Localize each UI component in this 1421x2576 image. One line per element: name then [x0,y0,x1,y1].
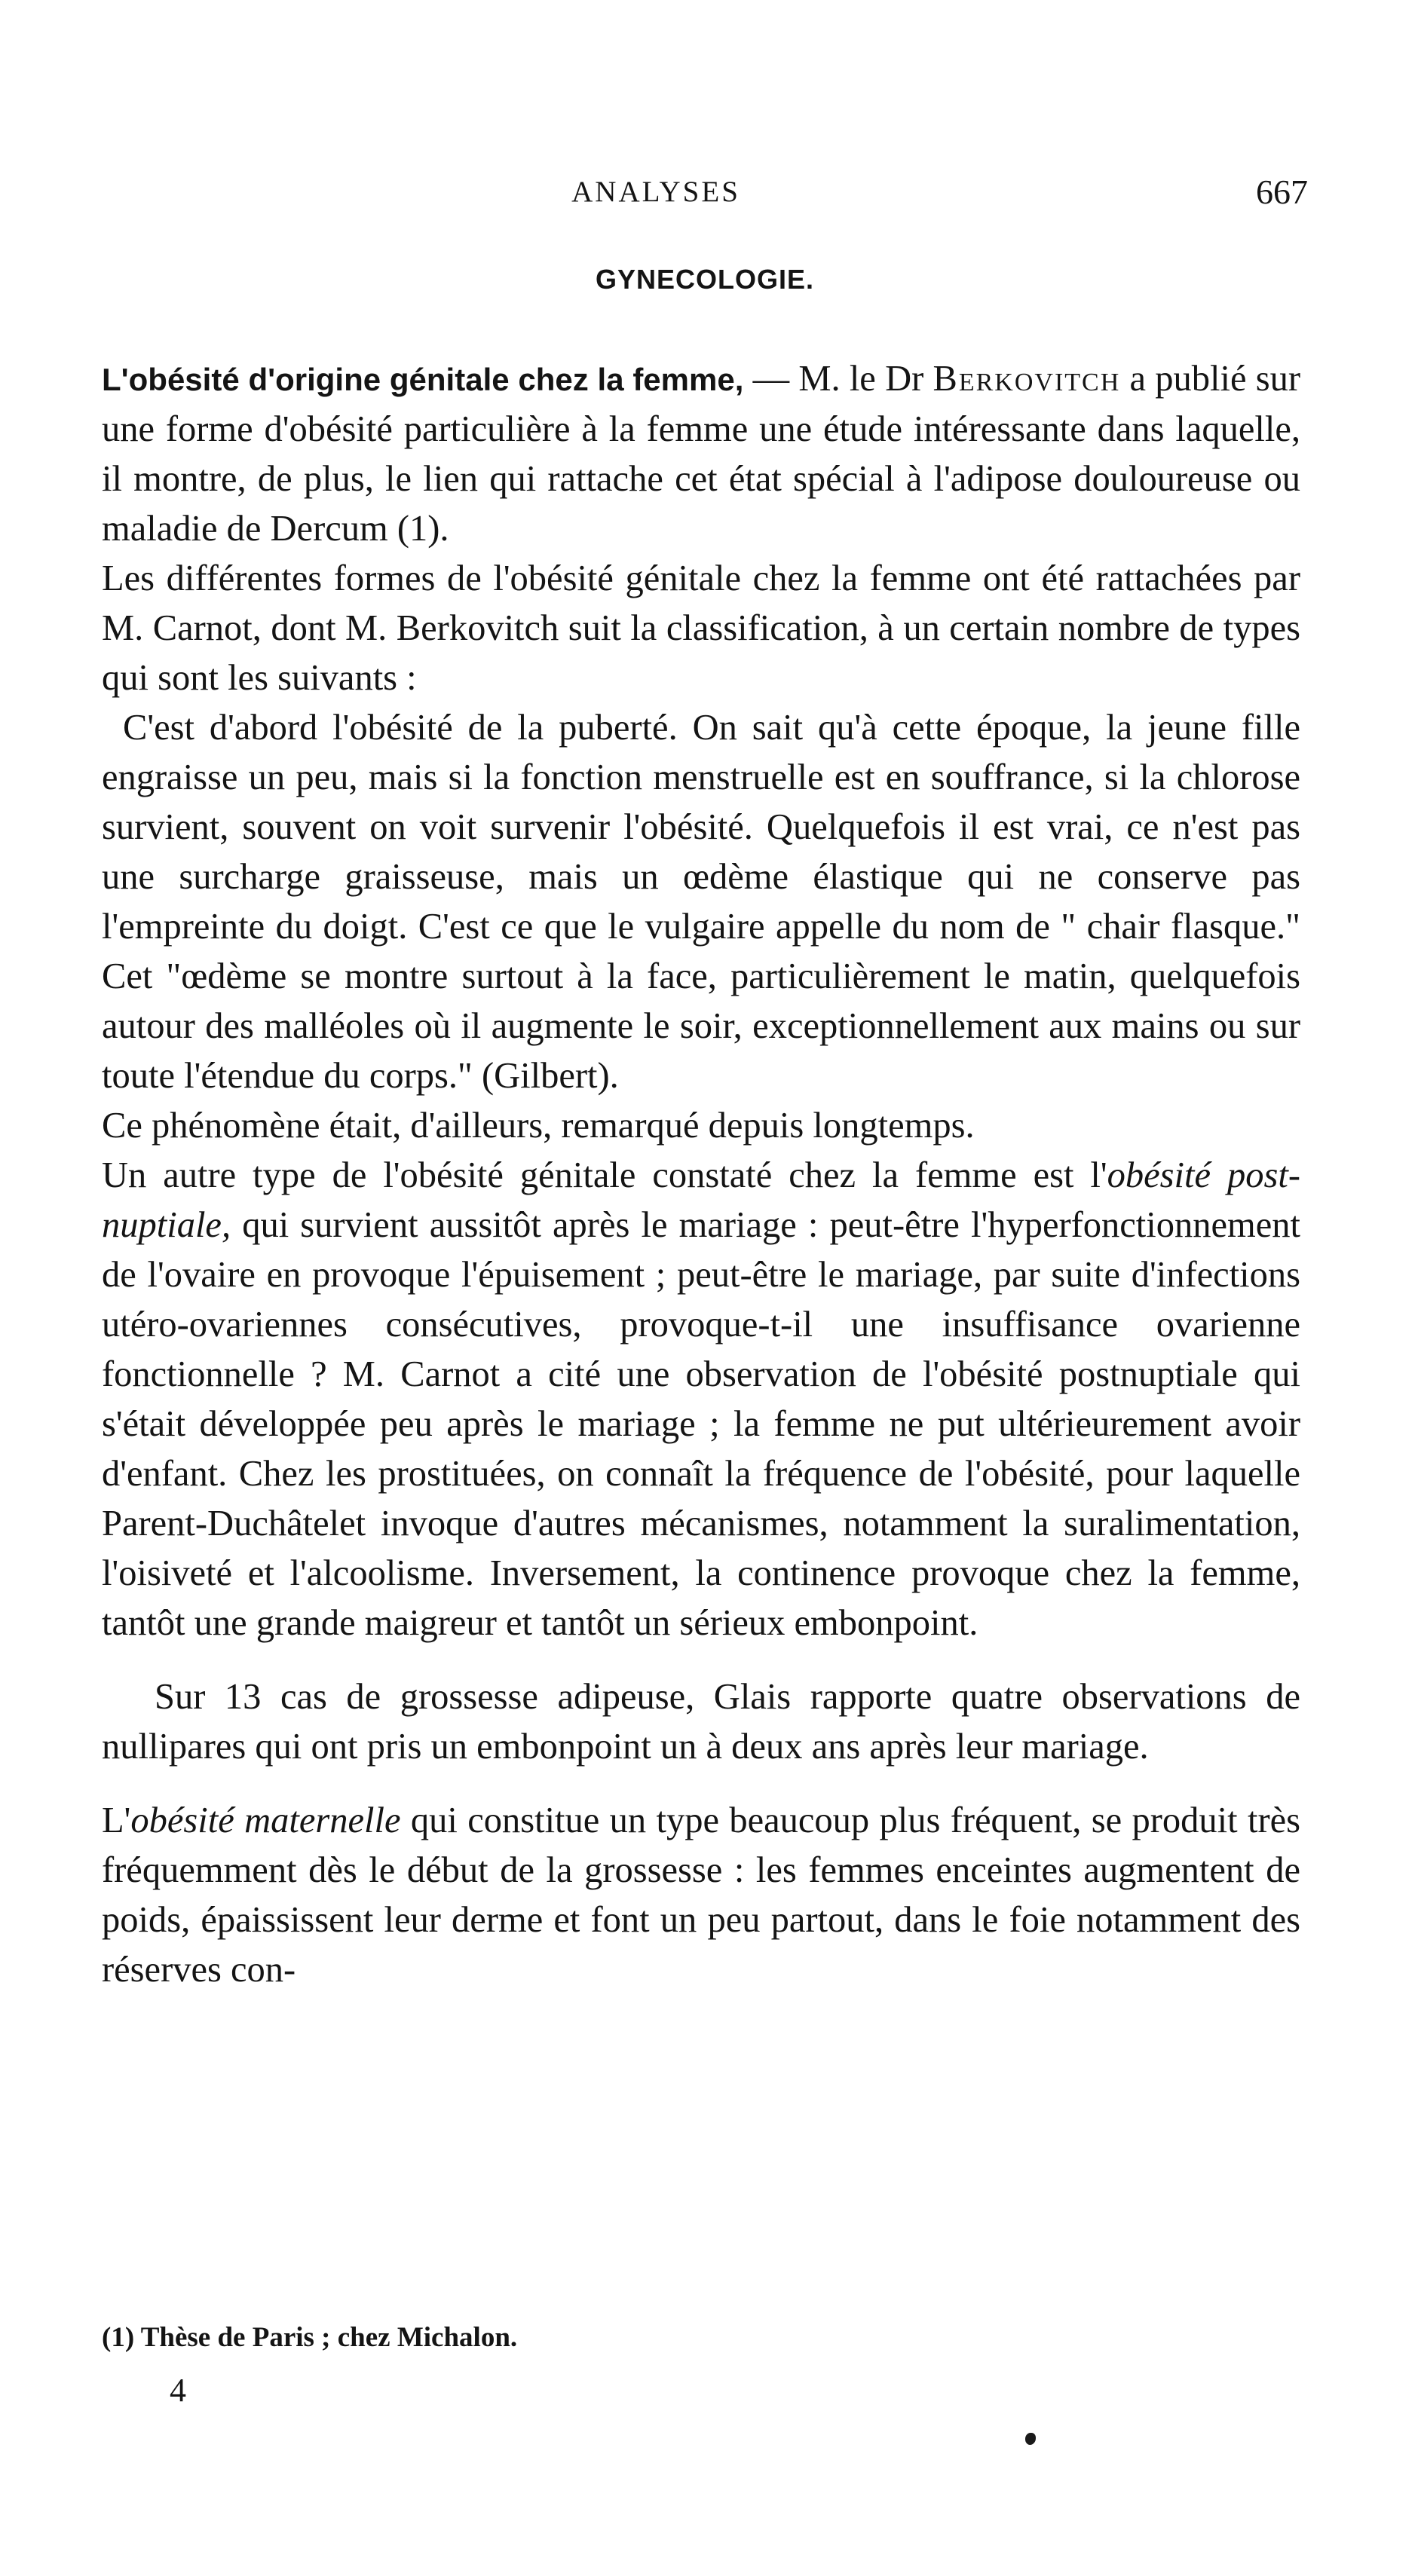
author-name: Berkovitch [933,359,1121,399]
ink-spot [1025,2433,1036,2445]
section-title: GYNECOLOGIE. [595,264,815,295]
article-body [102,354,1300,1995]
paragraph-4: Ce phénomène était, d'ailleurs, remarqué depuis longtemps. [102,1106,975,1146]
paragraph-5-start: Un autre type de l'obésité génitale constaté chez la femme est l' [102,1155,1107,1195]
paragraph-1-text: a publié sur une forme d'obésité particulière à la femme une étude intéressante dans laquelle, il montre, de plus, le lien qui rattache cet état spécial à l'adipose douloureuse ou maladie de Dercum (1). [102,359,1300,549]
paragraph-7 [102,1796,1300,1995]
running-head [0,175,1421,220]
paragraph-5-italic: obésité post-nuptiale, [102,1155,1300,1245]
lead-dash: — M. le Dr [743,359,933,399]
paragraph-5-text: qui survient aussitôt après le mariage : peut-être l'hyperfonctionnement de l'ovaire en provoque l'épuisement ; peut-être le mariage, par suite d'infections utéro-ovariennes consécutives, provoque-t-il une insuffisance ovarienne fonctionnelle ? M. Carnot a cité une observation de l'obésité postnuptiale qui s'était développée peu après le mariage ; la femme ne put ultérieurement avoir d'enfant. Chez les prostituées, on connaît la fréquence de l'obésité, pour laquelle Parent-Duchâtelet invoque d'autres mécanismes, notamment la suralimentation, l'oisiveté et l'alcoolisme. Inversement, la continence provoque chez la femme, tantôt une grande maigreur et tantôt un sérieux embonpoint. [102,1205,1300,1643]
paragraph-6: Sur 13 cas de grossesse adipeuse, Glais rapporte quatre observations de nullipares qui ont pris un embonpoint un à deux ans après leur mariage. [102,1677,1300,1767]
page-number: 667 [1256,173,1308,211]
paragraph-7-text: qui constitue un type beaucoup plus fréquent, se produit très fréquemment dès le début de la grossesse : les femmes enceintes augmentent de poids, épaississent leur derme et font un peu partout, dans le foie notamment des réserves con- [102,1800,1301,1990]
signature-mark: 4 [170,2372,186,2409]
paragraph-7-start: L' [102,1800,131,1840]
running-title: ANALYSES [571,176,740,208]
paragraph-3: C'est d'abord l'obésité de la puberté. On sait qu'à cette époque, la jeune fille engraisse un peu, mais si la fonction menstruelle est en souffrance, si la chlorose survient, souvent on voit survenir l'obésité. Quelquefois il est vrai, ce n'est pas une surcharge graisseuse, mais un œdème élastique qui ne conserve pas l'empreinte du doigt. C'est ce que le vulgaire appelle du nom de " chair flasque." Cet "œdème se montre surtout à la face, particulièrement le matin, quelquefois autour des malléoles où il augmente le soir, exceptionnellement aux mains ou sur toute l'étendue du corps." (Gilbert). [102,708,1300,1096]
paragraph-5 [102,1151,1300,1648]
paragraph-1 [102,354,1300,554]
paragraph-7-italic: obésité maternelle [130,1800,401,1840]
paragraph-2: Les différentes formes de l'obésité génitale chez la femme ont été rattachées par M. Carnot, dont M. Berkovitch suit la classification, à un certain nombre de types qui sont les suivants : [102,558,1300,698]
footnote: (1) Thèse de Paris ; chez Michalon. [102,2322,518,2353]
article-lead-title: L'obésité d'origine génitale chez la femme, [102,362,744,397]
